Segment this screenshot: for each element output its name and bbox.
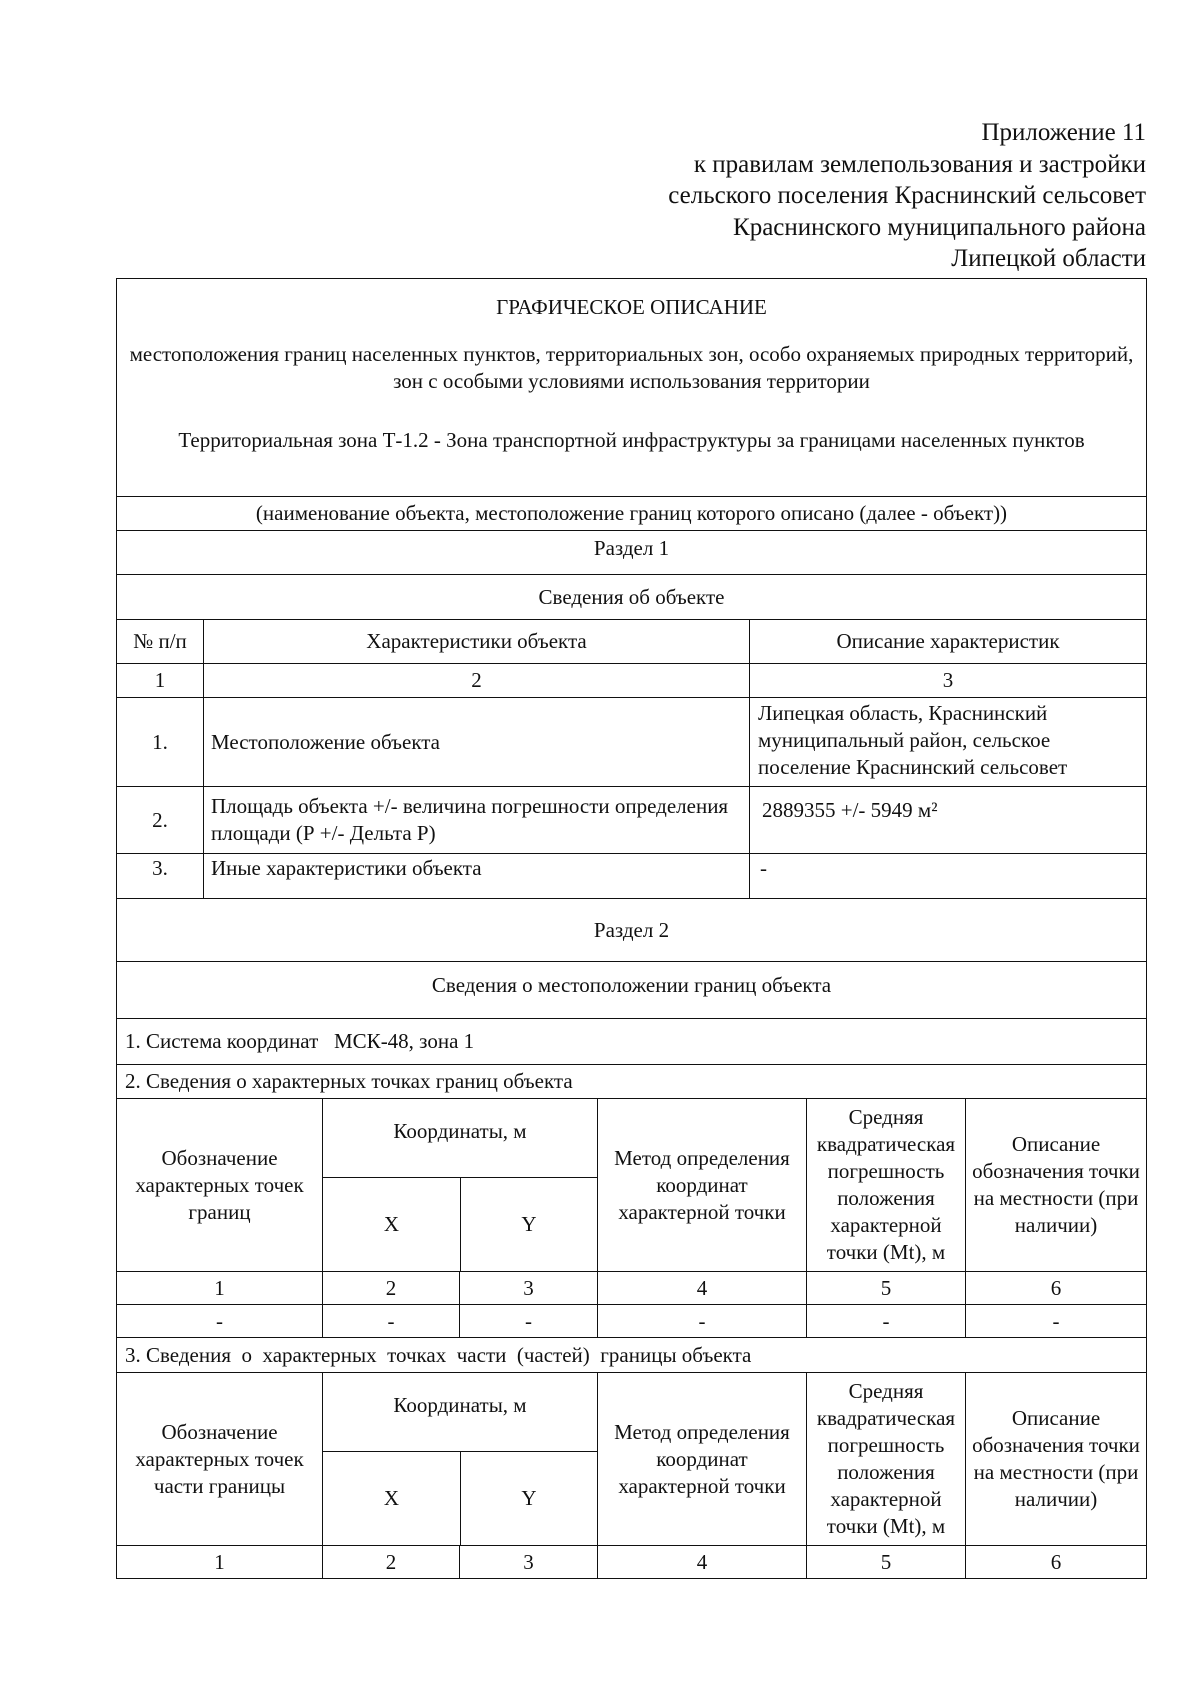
coord-system-row	[117, 1018, 1146, 1064]
parts-colnum-row	[117, 1545, 1146, 1578]
section1-label-row	[117, 530, 1146, 574]
col-number: 4	[597, 1546, 806, 1578]
row-number: 3.	[152, 856, 168, 880]
object-note-row	[117, 496, 1146, 530]
coord-x-label: X	[383, 1486, 400, 1510]
section1-header-row	[117, 619, 1146, 663]
col-number: 3	[459, 1546, 597, 1578]
header-line: Краснинского муниципального района	[733, 213, 1146, 241]
points-colnum-row	[117, 1271, 1146, 1304]
row-characteristic: Площадь объекта +/- величина погрешности определения площади (Р +/- Дельта Р)	[203, 787, 749, 853]
col-number: 2	[322, 1546, 459, 1578]
parts-title-row	[117, 1337, 1146, 1372]
zone-name: Территориальная зона Т-1.2 - Зона транспортной инфраструктуры за границами населенных пунктов	[178, 428, 1085, 452]
col-coordinates	[322, 1373, 597, 1545]
parts-table-head	[117, 1372, 1146, 1545]
coordinates-label: Координаты, м	[323, 1099, 597, 1178]
appendix-header	[0, 117, 1146, 275]
coordinates-label: Координаты, м	[323, 1373, 597, 1452]
points-title: 2. Сведения о характерных точках границ объекта	[125, 1069, 573, 1093]
row-number: 2.	[152, 807, 168, 832]
table-cell: -	[597, 1305, 806, 1337]
parts-title: 3. Сведения о характерных точках части (частей) границы объекта	[125, 1342, 752, 1367]
section1-title: Сведения об объекте	[538, 584, 725, 609]
col-method: Метод определения координат характерной точки	[597, 1373, 806, 1545]
document-heading: ГРАФИЧЕСКОЕ ОПИСАНИЕ	[496, 295, 767, 319]
coord-y-label: Y	[460, 1452, 597, 1545]
col-error: Средняя квадратическая погрешность положения характерной точки (Mt), м	[806, 1099, 965, 1271]
section1-title-row	[117, 574, 1146, 619]
col-number: 3	[749, 664, 1146, 697]
col-number: 1	[154, 668, 166, 692]
table-cell: -	[965, 1305, 1146, 1337]
table-cell: -	[806, 1305, 965, 1337]
row-value: -	[749, 854, 1146, 898]
col-number: 5	[806, 1272, 965, 1304]
table-cell: -	[216, 1309, 223, 1333]
title-block	[117, 279, 1146, 496]
col-number: 1	[214, 1276, 225, 1300]
section2-label: Раздел 2	[593, 917, 670, 942]
coord-x-label: X	[383, 1212, 400, 1236]
header-line: Приложение 11	[981, 119, 1146, 146]
table-row	[117, 786, 1146, 853]
header-line: Липецкой области	[951, 245, 1146, 272]
document-subtitle: местоположения границ населенных пунктов, территориальных зон, особо охраняемых природных территорий, зон с особыми условиями использования территории	[129, 342, 1134, 393]
col-desc: Описание обозначения точки на местности (при наличии)	[965, 1373, 1146, 1545]
row-characteristic: Местоположение объекта	[203, 698, 749, 786]
col-number: 6	[965, 1272, 1146, 1304]
row-value: Липецкая область, Краснинский муниципальный район, сельское поселение Краснинский сельсовет	[749, 698, 1146, 786]
col-number: 5	[806, 1546, 965, 1578]
col-number: 6	[965, 1546, 1146, 1578]
col-point-designation: Обозначение характерных точек границ	[135, 1145, 304, 1224]
points-table-head	[117, 1098, 1146, 1271]
table-row	[117, 697, 1146, 786]
section2-title-row	[117, 961, 1146, 1018]
row-value: 2889355 +/- 5949 м²	[749, 787, 1146, 853]
row-number: 1.	[152, 729, 168, 754]
section2-title: Сведения о местоположении границ объекта	[431, 973, 832, 997]
section1-label: Раздел 1	[593, 536, 670, 560]
row-characteristic: Иные характеристики объекта	[203, 854, 749, 898]
object-note: (наименование объекта, местоположение границ которого описано (далее - объект))	[255, 501, 1008, 525]
header-line: к правилам землепользования и застройки	[693, 150, 1146, 178]
col-number: 4	[597, 1272, 806, 1304]
col-method: Метод определения координат характерной точки	[597, 1099, 806, 1271]
table-row	[117, 1304, 1146, 1337]
col-desc: Описание обозначения точки на местности (при наличии)	[965, 1099, 1146, 1271]
table-cell: -	[459, 1305, 597, 1337]
col-number: 3	[459, 1272, 597, 1304]
col-number: 2	[203, 664, 749, 697]
coord-y-label: Y	[460, 1178, 597, 1271]
table-cell: -	[322, 1305, 459, 1337]
col-header-num: № п/п	[133, 629, 187, 653]
col-header-description: Описание характеристик	[749, 620, 1146, 663]
coord-system: 1. Система координат МСК-48, зона 1	[125, 1029, 475, 1053]
section2-label-row	[117, 898, 1146, 961]
section1-colnum-row	[117, 663, 1146, 697]
col-number: 1	[214, 1550, 225, 1574]
table-row	[117, 853, 1146, 898]
col-coordinates	[322, 1099, 597, 1271]
col-error: Средняя квадратическая погрешность положения характерной точки (Mt), м	[806, 1373, 965, 1545]
points-title-row	[117, 1064, 1146, 1098]
col-header-characteristics: Характеристики объекта	[203, 620, 749, 663]
header-line: сельского поселения Краснинский сельсовет	[668, 182, 1146, 209]
col-part-point-designation: Обозначение характерных точек части границы	[135, 1419, 304, 1498]
graphic-description-table	[116, 278, 1147, 1579]
col-number: 2	[322, 1272, 459, 1304]
